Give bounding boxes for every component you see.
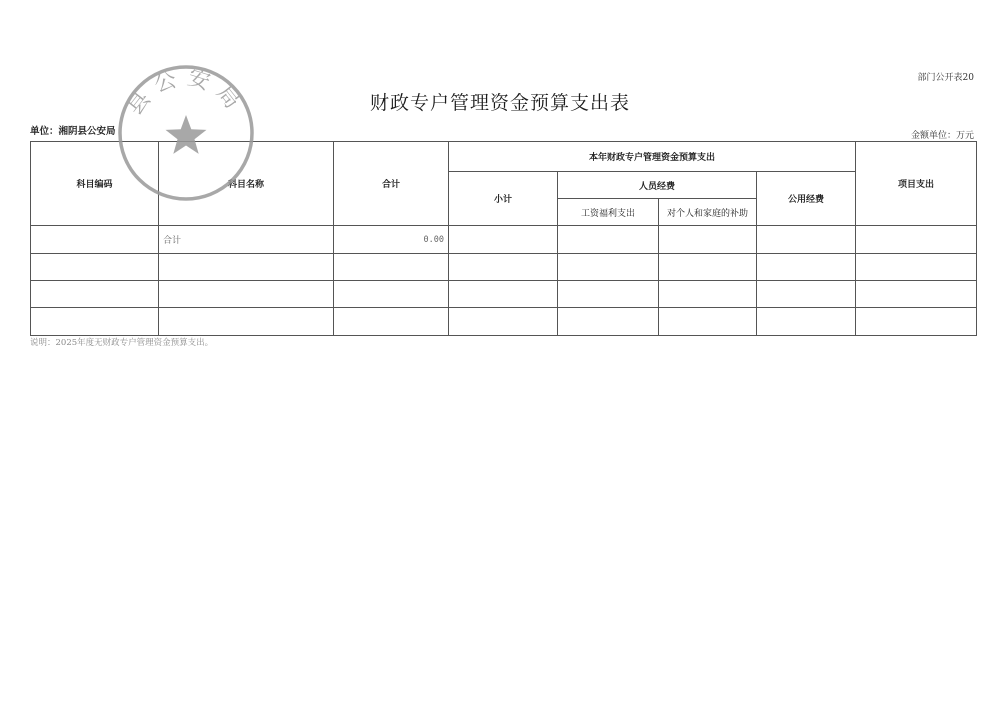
cell-subtotal [449, 226, 558, 254]
cell-name [159, 254, 334, 281]
header-subtotal: 小计 [449, 172, 558, 226]
cell-total: 0.00 [334, 226, 449, 254]
table-row [31, 281, 977, 308]
cell-subtotal [449, 308, 558, 336]
table-row [31, 254, 977, 281]
cell-public-expense [757, 281, 856, 308]
cell-name [159, 308, 334, 336]
form-number: 部门公开表20 [917, 73, 974, 83]
cell-code [31, 281, 159, 308]
footnote: 说明：2025年度无财政专户管理资金预算支出。 [30, 338, 214, 348]
cell-code [31, 254, 159, 281]
unit-label: 单位：湘阴县公安局 [30, 126, 116, 137]
header-group: 本年财政专户管理资金预算支出 [449, 142, 856, 172]
cell-project [856, 308, 977, 336]
cell-code [31, 308, 159, 336]
header-project: 项目支出 [856, 142, 977, 226]
cell-total [334, 281, 449, 308]
cell-subtotal [449, 254, 558, 281]
seal-text: 县公安局 [122, 65, 250, 120]
header-personnel: 人员经费 [558, 172, 757, 199]
header-subject-code: 科目编码 [31, 142, 159, 226]
cell-public-expense [757, 254, 856, 281]
cell-project [856, 281, 977, 308]
cell-project [856, 254, 977, 281]
header-subject-name: 科目名称 [159, 142, 334, 226]
money-unit-label: 金额单位：万元 [910, 131, 974, 141]
cell-code [31, 226, 159, 254]
cell-name: 合计 [159, 226, 334, 254]
header-wages: 工资福利支出 [558, 199, 659, 226]
cell-subsidy [659, 226, 757, 254]
cell-wages [558, 281, 659, 308]
page-title: 财政专户管理资金预算支出表 [369, 92, 630, 114]
cell-subsidy [659, 254, 757, 281]
cell-total [334, 254, 449, 281]
cell-wages [558, 254, 659, 281]
cell-subsidy [659, 281, 757, 308]
cell-public-expense [757, 226, 856, 254]
table-row [31, 226, 977, 254]
header-subsidy: 对个人和家庭的补助 [659, 199, 757, 226]
cell-project [856, 226, 977, 254]
cell-wages [558, 308, 659, 336]
cell-wages [558, 226, 659, 254]
cell-subtotal [449, 281, 558, 308]
table-row [31, 308, 977, 336]
budget-table [30, 141, 977, 336]
cell-name [159, 281, 334, 308]
cell-total [334, 308, 449, 336]
cell-subsidy [659, 308, 757, 336]
header-public-expense: 公用经费 [757, 172, 856, 226]
cell-public-expense [757, 308, 856, 336]
header-total: 合计 [334, 142, 449, 226]
